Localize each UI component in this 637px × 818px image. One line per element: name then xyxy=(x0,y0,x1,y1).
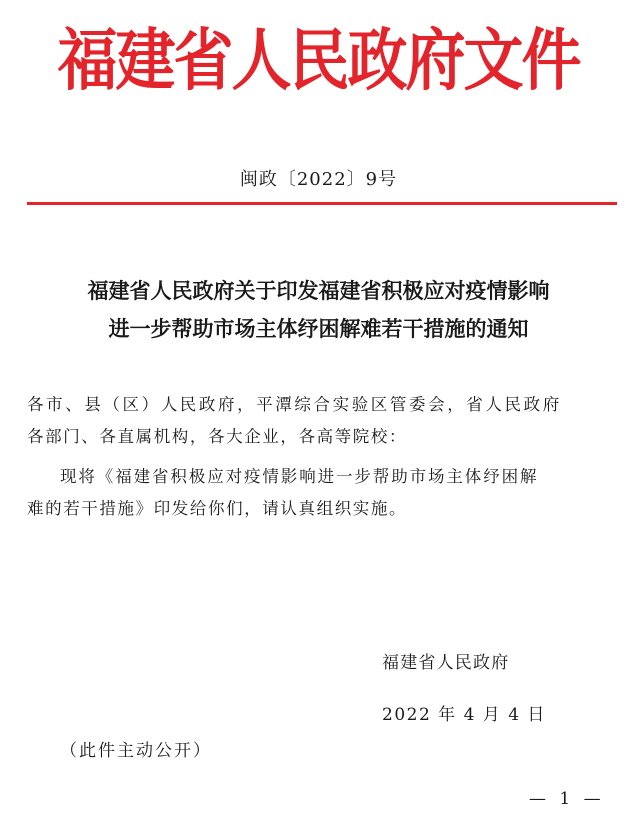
document-title-line-1: 福建省人民政府关于印发福建省积极应对疫情影响 xyxy=(87,278,550,303)
page-number: — 1 — xyxy=(529,789,605,809)
document-number: 闽政〔2022〕9号 xyxy=(239,169,398,190)
issue-date: 2022 年 4 月 4 日 xyxy=(382,705,546,725)
body-paragraph-line-2: 难的若干措施》印发给你们，请认真组织实施。 xyxy=(27,499,408,518)
body-paragraph-line-1: 现将《福建省积极应对疫情影响进一步帮助市场主体纾困解 xyxy=(60,467,539,486)
document-title-line-2: 进一步帮助市场主体纾困解难若干措施的通知 xyxy=(108,316,529,341)
document-header: 福建省人民政府文件 xyxy=(57,21,580,101)
addressee-line-2: 各部门、各直属机构，各大企业，各高等院校： xyxy=(27,427,408,446)
addressee-line-1: 各市、县（区）人民政府，平潭综合实验区管委会，省人民政府 xyxy=(27,395,562,414)
red-divider xyxy=(27,202,617,205)
public-disclosure-note: （此件主动公开） xyxy=(60,741,212,761)
signature: 福建省人民政府 xyxy=(382,653,510,673)
